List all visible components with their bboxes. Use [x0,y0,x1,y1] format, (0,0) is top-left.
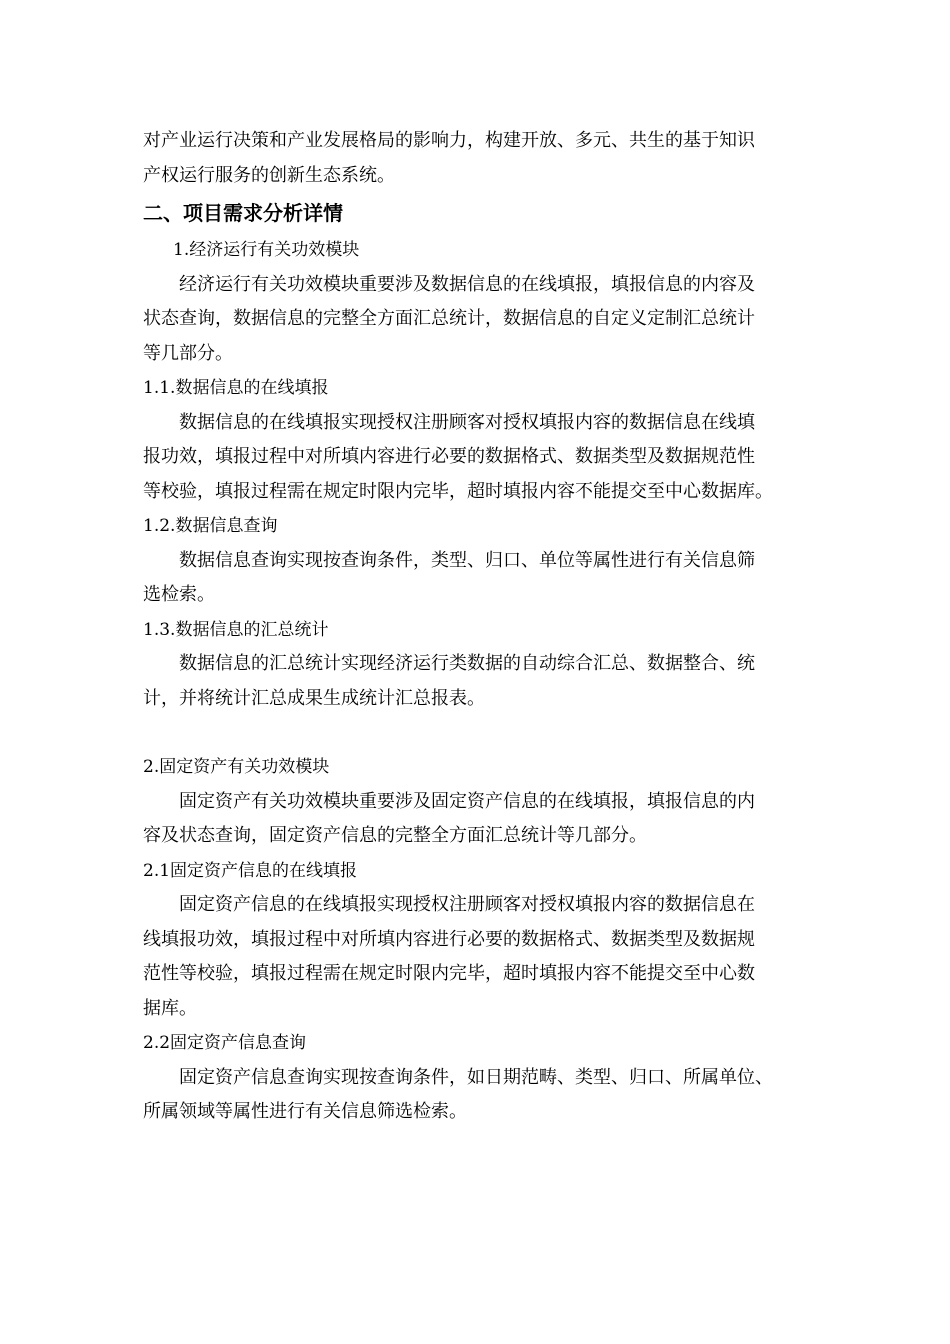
paragraph-line: 计，并将统计汇总成果生成统计汇总报表。 [143,687,485,709]
paragraph-line: 范性等校验，填报过程需在规定时限内完毕，超时填报内容不能提交至中心数 [143,963,755,984]
paragraph-line: 据库。 [143,997,197,1019]
paragraph-line: 数据信息查询实现按查询条件，类型、归口、单位等属性进行有关信息筛 [179,549,755,571]
intro-line: 产权运行服务的创新生态系统。 [143,164,395,186]
subsection-title: 1.1.数据信息的在线填报 [143,378,329,398]
module-title: 2.固定资产有关功效模块 [143,757,330,777]
paragraph-line: 固定资产信息查询实现按查询条件，如日期范畴、类型、归口、所属单位、 [179,1066,773,1088]
paragraph-line: 经济运行有关功效模块重要涉及数据信息的在线填报，填报信息的内容及 [179,273,755,295]
paragraph-line: 固定资产信息的在线填报实现授权注册顾客对授权填报内容的数据信息在 [179,894,755,915]
document-body [143,124,813,1130]
paragraph-line: 数据信息的在线填报实现授权注册顾客对授权填报内容的数据信息在线填 [179,411,755,433]
paragraph-line: 选检索。 [143,584,215,605]
paragraph-line: 容及状态查询，固定资产信息的完整全方面汇总统计等几部分。 [143,825,647,846]
paragraph-line: 所属领域等属性进行有关信息筛选检索。 [143,1101,467,1122]
paragraph-line: 数据信息的汇总统计实现经济运行类数据的自动综合汇总、数据整合、统 [179,653,755,674]
paragraph-line: 等校验，填报过程需在规定时限内完毕，超时填报内容不能提交至中心数据库。 [143,480,773,502]
paragraph-line: 报功效，填报过程中对所填内容进行必要的数据格式、数据类型及数据规范性 [143,446,755,467]
paragraph-line: 固定资产有关功效模块重要涉及固定资产信息的在线填报，填报信息的内 [179,790,755,812]
intro-line: 对产业运行决策和产业发展格局的影响力，构建开放、多元、共生的基于知识 [143,130,755,151]
paragraph-line: 线填报功效，填报过程中对所填内容进行必要的数据格式、数据类型及数据规 [143,928,755,950]
subsection-title: 2.2固定资产信息查询 [143,1033,307,1053]
paragraph-line: 等几部分。 [143,342,233,364]
section-heading: 二、项目需求分析详情 [143,201,343,225]
subsection-title: 1.3.数据信息的汇总统计 [143,619,329,640]
blank-line [143,716,813,750]
paragraph-line: 状态查询，数据信息的完整全方面汇总统计，数据信息的自定义定制汇总统计 [143,308,755,329]
module-title: 1.经济运行有关功效模块 [173,240,360,260]
subsection-title: 2.1固定资产信息的在线填报 [143,860,358,881]
subsection-title: 1.2.数据信息查询 [143,516,278,536]
